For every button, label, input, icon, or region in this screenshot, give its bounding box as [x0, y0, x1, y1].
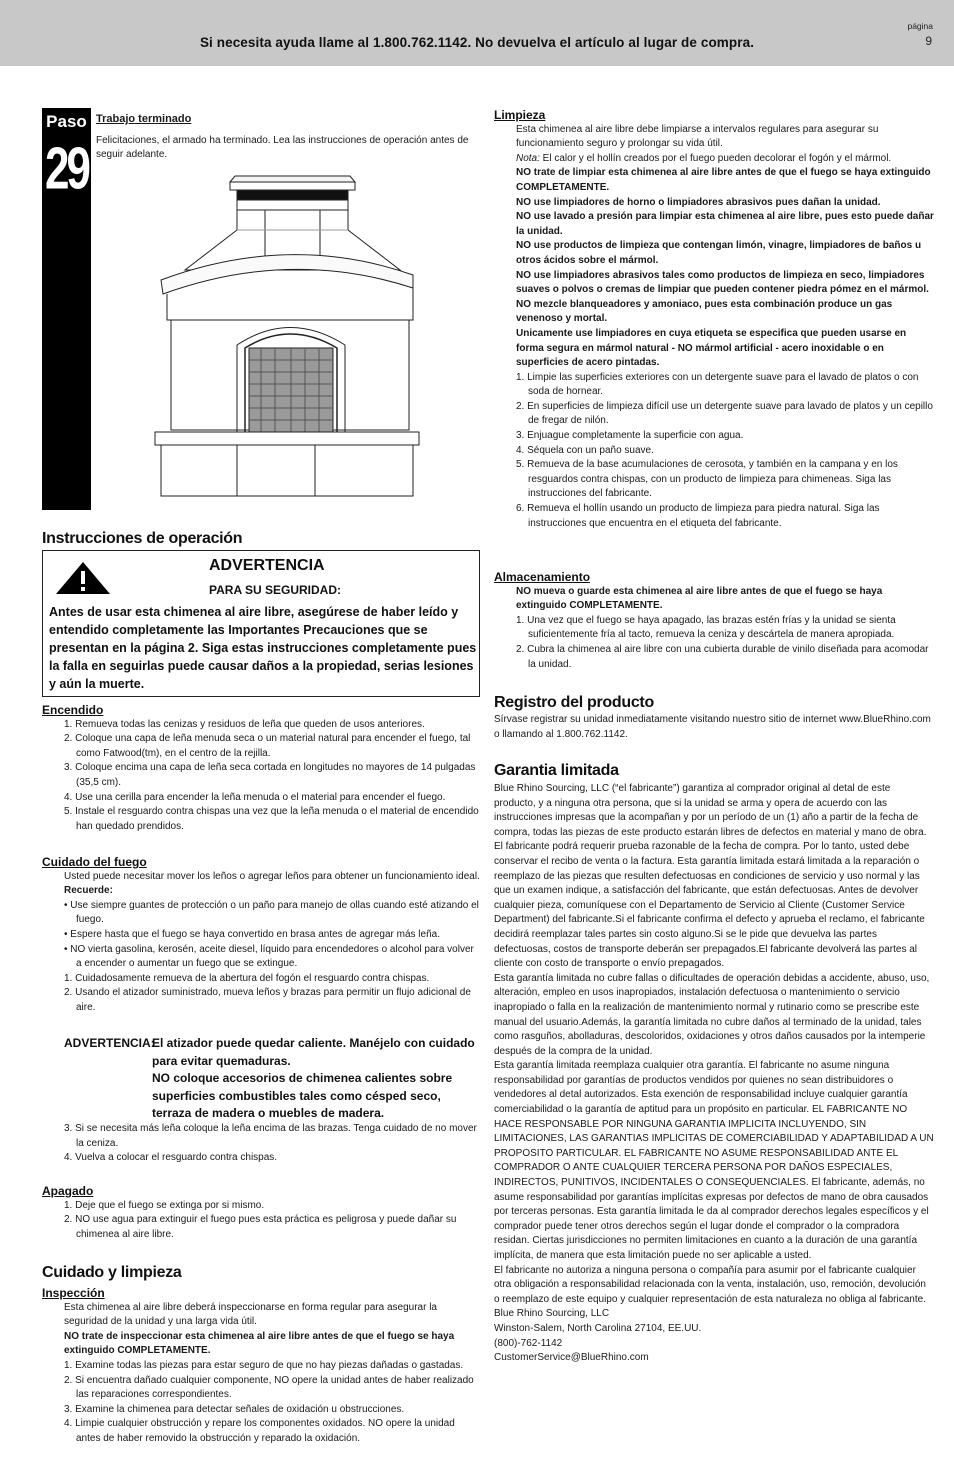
encendido-section	[42, 703, 482, 834]
cuidado-title: Cuidado del fuego	[42, 855, 147, 869]
list-item: 4. Use una cerilla para encender la leña menuda o el material para encender el fuego.	[64, 791, 446, 803]
storage-section	[494, 570, 934, 672]
note-text: El calor y el hollín creados por el fuego pueden decolorar el fogón y el mármol.	[539, 152, 892, 164]
poker-warning-line: superficies combustibles tales como césped seco,	[152, 1088, 441, 1103]
recuerde-label: Recuerde:	[64, 885, 113, 897]
list-item: 3. Examine la chimenea para detectar señales de oxidación u obstrucciones.	[64, 1403, 405, 1415]
cleaning-warning: NO mezcle blanqueadores y amoniaco, pues esta combinación produce un gas venenoso y mortal.	[516, 298, 893, 325]
page-header	[0, 0, 954, 66]
list-item: 2. Si encuentra dañado cualquier componente, NO opere la unidad antes de haber realizado las reparaciones correspondientes.	[64, 1374, 474, 1401]
care-heading: Cuidado y limpieza	[42, 1264, 182, 1281]
registration-text: Sírvase registrar su unidad inmediatamente visitando nuestro sitio de internet www.BlueRhino.com o llamando al 1.800.762.1142.	[494, 714, 931, 740]
apagado-title: Apagado	[42, 1184, 94, 1198]
cuidado-section	[42, 855, 482, 1016]
apagado-section	[42, 1184, 482, 1242]
fireplace-illustration	[145, 170, 435, 506]
list-item: • Espere hasta que el fuego se haya convertido en brasa antes de agregar más leña.	[64, 928, 440, 940]
list-item: 5. Instale el resguardo contra chispas una vez que la leña menuda o el material de encendido han quedado prendidos.	[64, 806, 479, 832]
company-address: Winston-Salem, North Carolina 27104, EE.UU.	[494, 1322, 702, 1334]
poker-warning	[64, 1035, 484, 1123]
warning-title: ADVERTENCIA	[209, 557, 325, 574]
encendido-list	[42, 718, 482, 835]
storage-title: Almacenamiento	[494, 570, 591, 584]
warning-body: Antes de usar esta chimenea al aire libre, asegúrese de haber leído y entendido completamente las Importantes Precauciones que se presentan en la página 2. Siga estas instrucciones completamente pues la falla en seguirlas puede causar daños a la propiedad, serias lesiones y aún la muerte.	[49, 605, 477, 691]
cleaning-warning: Unicamente use limpiadores en cuya etiqueta se especifica que pueden usarse en forma segura en mármol natural - NO mármol artificial - acero inoxidable o en superficies de acero pintadas.	[516, 327, 907, 369]
poker-warning-line: terraza de madera o muebles de madera.	[152, 1106, 385, 1121]
cleaning-warning: NO trate de limpiar esta chimenea al aire libre antes de que el fuego se haya extinguido COMPLETAMENTE.	[516, 167, 931, 193]
cleaning-note	[494, 152, 934, 167]
list-item: 1. Deje que el fuego se extinga por si mismo.	[64, 1199, 265, 1211]
cleaning-warning: NO use lavado a presión para limpiar esta chimenea al aire libre, pues esto puede dañar la unidad.	[516, 211, 934, 237]
list-item: 4. Séquela con un paño suave.	[516, 444, 654, 456]
company-phone: (800)-762-1142	[494, 1337, 563, 1349]
poker-warning-line: El atizador puede quedar caliente. Manéjelo con cuidado	[152, 1036, 475, 1050]
step-title: Trabajo terminado	[96, 113, 192, 125]
list-item: 2. Coloque una capa de leña menuda seca o un material natural para encender el fuego, tal como Fatwood(tm), en el centro de la rejilla.	[64, 733, 471, 759]
cleaning-title: Limpieza	[494, 108, 546, 122]
inspection-section	[42, 1286, 482, 1447]
list-item: 2. NO use agua para extinguir el fuego pues esta práctica es peligrosa y puede dañar su chimenea al aire libre.	[64, 1214, 457, 1240]
list-item: 1. Limpie las superficies exteriores con un detergente suave para el lavado de platos o con soda de hornear.	[516, 371, 919, 398]
inspection-title: Inspección	[42, 1286, 105, 1300]
poker-warning-line: para evitar quemaduras.	[152, 1053, 291, 1068]
company-email: CustomerService@BlueRhino.com	[494, 1352, 649, 1364]
warning-triangle-icon	[55, 561, 111, 595]
page-label: página	[907, 21, 933, 31]
help-message: Si necesita ayuda llame al 1.800.762.1142. No devuelva el artículo al lugar de compra.	[199, 35, 755, 50]
cleaning-warning: NO use limpiadores abrasivos tales como productos de limpieza en seco, limpiadores suaves o polvos o cremas de limpiar que pueden contener piedra pómez en el mármol.	[516, 269, 929, 296]
list-item: 1. Cuidadosamente remueva de la abertura del fogón el resguardo contra chispas.	[64, 972, 430, 984]
list-item: 2. Usando el atizador suministrado, mueva leños y brazas para permitir un flujo adicional de aire.	[64, 987, 471, 1013]
operation-heading: Instrucciones de operación	[42, 530, 243, 547]
registration-heading: Registro del producto	[494, 694, 654, 711]
list-item: • Use siempre guantes de protección o un paño para manejo de ollas cuando esté atizando el fuego.	[64, 899, 479, 926]
list-item: 2. Cubra la chimenea al aire libre con una cubierta durable de vinilo diseñada para acomodar la unidad.	[516, 643, 929, 670]
list-item: 2. En superficies de limpieza difícil use un detergente suave para lavado de platos y un cepillo de fregar de nilón.	[516, 400, 933, 427]
note-label: Nota:	[516, 152, 540, 164]
warranty-body	[494, 782, 934, 1366]
cuidado-intro: Usted puede necesitar mover los leños o agregar leños para obtener un funcionamiento ideal.	[64, 870, 480, 882]
cuidado-more	[42, 1122, 482, 1166]
warranty-paragraph: Blue Rhino Sourcing, LLC (“el fabricante”) garantiza al comprador original al detal de este producto, y a ninguna otra persona, que si la unidad se arma y opera de acuerdo con las instrucciones impresas que la acompañan y por un período de un (1) año a partir de la fecha de compra, todas las piezas de este producto estarán libres de defectos en material y mano de obra. El fabricante podrá requerir prueba razonable de la fecha de compra. Por lo tanto, usted debe conservar el recibo de venta o la factura. Esta garantía limitada estará limitada a la reparación o reemplazo de las piezas que resulten defectuosas en condiciones de servicio y uso normal y las que un examen indique, a satisfacción del fabricante, que están defectuosas. Antes de devolver cualquier pieza, comuníquese con el Departamento de Servicio al Cliente (Customer Service Department) del fabricante.Si el fabricante confirma el defecto y aprueba el reclamo, el fabricante decidirá reemplazar tales partes sin costo alguno.Si se le pide que devuelva las partes defectuosas, costos de transporte deberán ser prepagados.El fabricante devolverá las partes al cliente con costo de transporte o envío prepagados.	[494, 783, 927, 970]
list-item: 3. Si se necesita más leña coloque la leña encima de las brazas. Tenga cuidado de no mover la ceniza.	[64, 1123, 477, 1149]
step-content	[96, 112, 481, 163]
step-text: Felicitaciones, el armado ha terminado. Lea las instrucciones de operación antes de seguir adelante.	[96, 134, 469, 161]
step-number: 29	[45, 136, 88, 203]
list-item: 1. Una vez que el fuego se haya apagado, las brazas estén frías y la unidad se sienta suficientemente fría al tacto, remueva la ceniza y descártela de manera apropiada.	[516, 614, 896, 641]
warranty-paragraph: Esta garantía limitada reemplaza cualquier otra garantía. El fabricante no asume ninguna responsabilidad por garantías de productos vendidos por quienes no sean distribuidores o vendedores al detal autorizados. Esta exención de responsabilidad incluye cualquier garantía comerciabilidad o la garantía de aptitud para un propósito en particular. EL FABRICANTE NO HACE RESPONSABLE POR NINGUNA GARANTIA IMPLICITA INCLUYENDO, SIN LIMITACIONES, LAS GARANTIAS IMPLICITAS DE COMERCIABILIDAD Y ADAPTABILIDAD A UN PROPOSITO PARTICULAR. EL FABRICANTE NO ASUME RESPONSABILIDAD ANTE EL COMPRADOR O ANTE CUALQUIER TERCERA PERSONA POR DAÑOS ESPECIALES, INDIRECTOS, PUNITIVOS, INCIDENTALES O CONSEQUENCIALES. El fabricante, además, no asume responsabilidad por garantías implícitas expresas por defectos de mano de obra causados por terceras personas. Esta garantía limitada le da al comprador derechos legales específicos y el comprador puede tener otros derechos según el lugar donde el comprador o la compradora residan. Ciertas jurisdicciones no permiten limitaciones en cuanto a la duración de una garantía implícita, de manera que esta limitación puede no ser aplicable a usted.	[494, 1060, 934, 1261]
encendido-title: Encendido	[42, 703, 104, 717]
cleaning-intro: Esta chimenea al aire libre debe limpiarse a intervalos regulares para asegurar su funcionamiento seguro y prolongar su vida útil.	[516, 123, 879, 150]
list-item: 1. Examine todas las piezas para estar seguro de que no hay piezas dañadas o gastadas.	[64, 1359, 464, 1371]
cleaning-warning: NO use limpiadores de horno o limpiadores abrasivos pues dañan la unidad.	[516, 196, 881, 208]
list-item: 1. Remueva todas las cenizas y residuos de leña que queden de usos anteriores.	[64, 718, 425, 730]
company-name: Blue Rhino Sourcing, LLC	[494, 1308, 610, 1320]
warranty-heading: Garantia limitada	[494, 762, 619, 779]
list-item: 3. Enjuague completamente la superficie con agua.	[516, 430, 744, 442]
poker-warning-line: NO coloque accesorios de chimenea calientes sobre	[152, 1071, 453, 1086]
list-item: 6. Remueva el hollín usando un producto de limpieza para piedra natural. Siga las instrucciones que encuentra en el etiqueta del fabricante.	[516, 503, 880, 529]
list-item: 5. Remueva de la base acumulaciones de cerosota, y también en la campana y en los resguardos contra chispas, con un producto de limpieza para chimeneas. Siga las instrucciones del fabricante.	[516, 459, 898, 500]
inspection-warning: NO trate de inspeccionar esta chimenea al aire libre antes de que el fuego se haya extinguido COMPLETAMENTE.	[64, 1330, 455, 1357]
warning-box	[42, 550, 480, 697]
cleaning-section	[494, 108, 934, 531]
list-item: • NO vierta gasolina, kerosén, aceite diesel, líquido para encendedores o alcohol para volver a encender o aumentar un fuego que se extingue.	[64, 943, 474, 970]
cleaning-warning: NO use productos de limpieza que contengan limón, vinagre, limpiadores de baños u otros ácidos sobre el mármol.	[516, 240, 922, 266]
step-badge	[42, 108, 91, 510]
list-item: 4. Limpie cualquier obstrucción y repare los componentes oxidados. NO opere la unidad antes de haber removido la obstrucción y reparado la oxidación.	[64, 1418, 455, 1444]
step-label: Paso	[46, 112, 87, 131]
storage-warning: NO mueva o guarde esta chimenea al aire libre antes de que el fuego se haya extinguido COMPLETAMENTE.	[516, 585, 883, 612]
page-number: 9	[925, 34, 932, 48]
poker-warning-label: ADVERTENCIA:	[64, 1036, 155, 1050]
list-item: 3. Coloque encima una capa de leña seca cortada en longitudes no mayores de 14 pulgadas (35,5 cm).	[64, 762, 476, 788]
inspection-intro: Esta chimenea al aire libre deberá inspeccionarse en forma regular para asegurar la seguridad de la unidad y una larga vida útil.	[64, 1301, 437, 1328]
warranty-paragraph: Esta garantía limitada no cubre fallas o dificultades de operación debidas a accidente, abuso, uso, alteración, empleo en usos inapropiados, instalación defectuosa o mantenimiento o servicio inapropiado o falla en la realización de mantenimiento normal y rutinario como se prescribe este manual del usuario.Además, la garantía limitada no cubre daños al terminado de la unidad, tales como rasguños, abolladuras, descoloridos, oxidaciones y otros daños causados por la intemperie después de la compra de la unidad.	[494, 972, 930, 1057]
warranty-paragraph: El fabricante no autoriza a ninguna persona o compañía para asumir por el fabricante cualquier otra obligación a responsabilidad relacionada con la venta, instalación, uso, remoción, devolución o reemplazo de este equipo y cualquier representación de esta naturaleza no obliga al fabricante.	[494, 1264, 926, 1305]
list-item: 4. Vuelva a colocar el resguardo contra chispas.	[64, 1152, 278, 1164]
warning-subtitle: PARA SU SEGURIDAD:	[209, 583, 342, 597]
